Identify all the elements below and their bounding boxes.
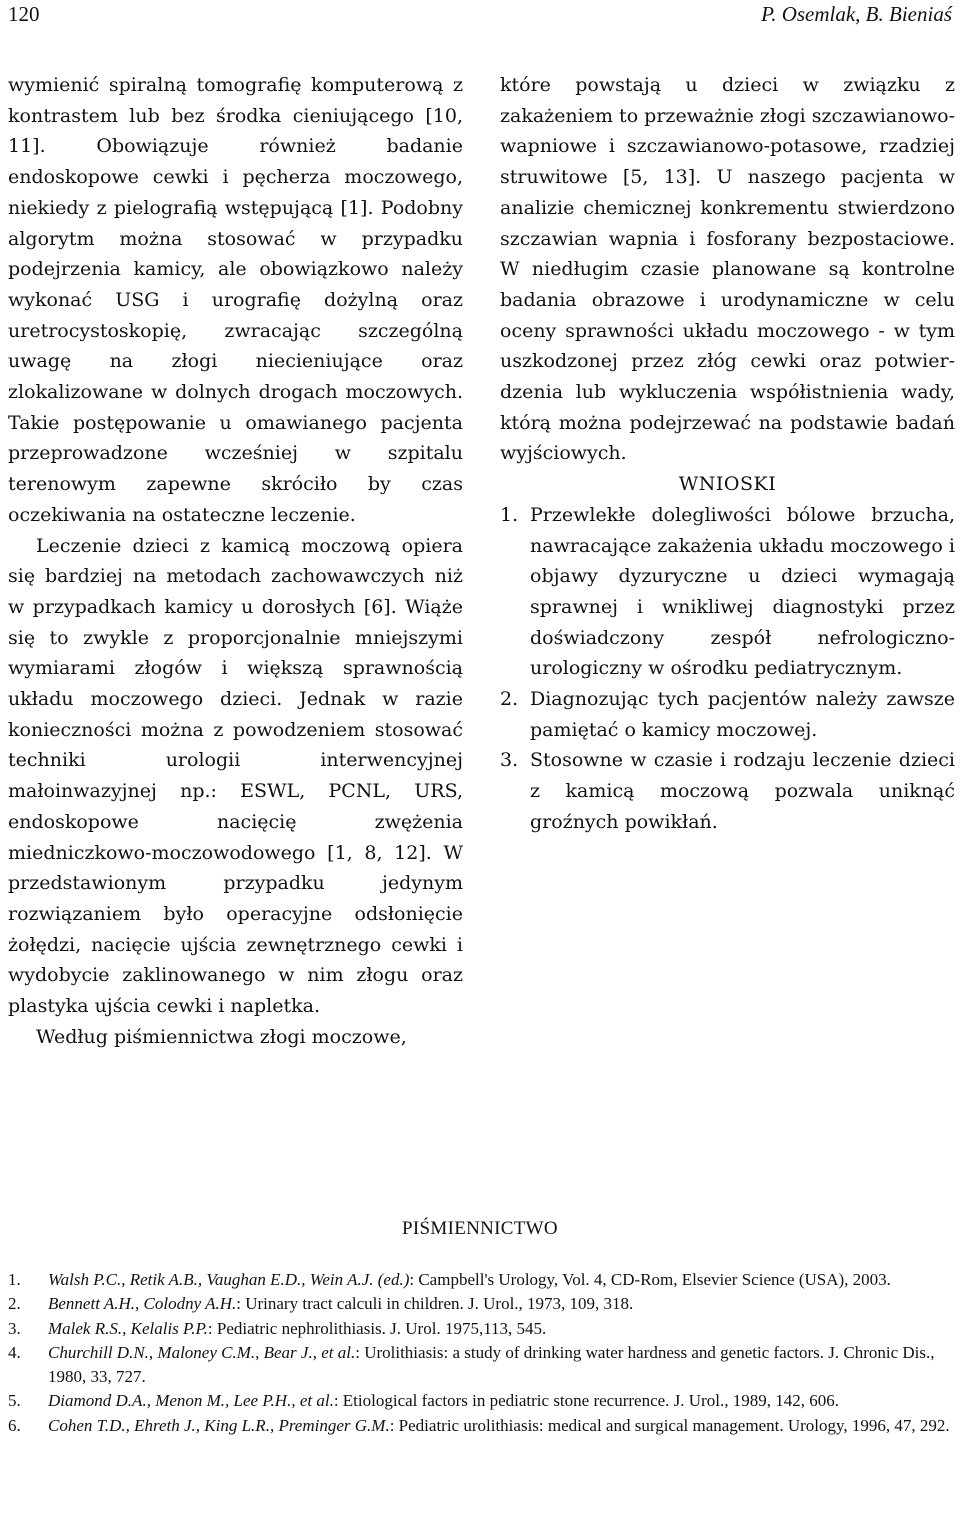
reference-details: : Pediatric urolithiasis: medical and surgical management. Urology, 1996, 47, 292.	[389, 1415, 950, 1435]
reference-text	[48, 1268, 956, 1292]
references-list	[8, 1268, 956, 1438]
reference-authors: Cohen T.D., Ehreth J., King L.R., Preminger G.M.	[48, 1415, 390, 1435]
conclusion-number: 3.	[500, 749, 519, 772]
reference-details: : Pediatric nephrolithiasis. J. Urol. 1975,113, 545.	[207, 1318, 547, 1338]
reference-authors: Bennett A.H., Colodny A.H.	[48, 1294, 237, 1314]
conclusion-number: 2.	[500, 688, 519, 711]
reference-item	[8, 1317, 956, 1341]
conclusion-item	[500, 684, 955, 745]
reference-text	[48, 1341, 956, 1390]
reference-text	[48, 1292, 956, 1316]
references-heading: PIŚMIENNICTWO	[402, 1218, 558, 1239]
reference-text	[48, 1389, 956, 1413]
reference-details: : Etiological factors in pediatric stone recurrence. J. Urol., 1989, 142, 606.	[333, 1391, 839, 1411]
page-header	[0, 0, 960, 40]
conclusion-item	[500, 745, 955, 837]
reference-authors: Walsh P.C., Retik A.B., Vaughan E.D., Wein A.J. (ed.)	[48, 1270, 410, 1289]
conclusions-list	[500, 500, 955, 838]
reference-text	[48, 1414, 956, 1438]
reference-number: 6.	[8, 1415, 21, 1435]
reference-details: : Urinary tract calculi in children. J. Urol., 1973, 109, 318.	[236, 1294, 634, 1314]
page-number: 120	[8, 2, 40, 26]
reference-authors: Diamond D.A., Menon M., Lee P.H., et al.	[48, 1391, 334, 1411]
conclusion-number: 1.	[500, 503, 519, 526]
reference-number: 3.	[8, 1318, 21, 1338]
reference-number: 5.	[8, 1391, 21, 1411]
reference-number: 4.	[8, 1342, 21, 1362]
conclusions-heading: WNIOSKI	[678, 473, 777, 496]
reference-item	[8, 1268, 956, 1292]
reference-item	[8, 1341, 956, 1390]
conclusion-item	[500, 500, 955, 684]
conclusion-text: Przewlekłe dolegliwości bólowe brzucha, nawracające zakażenia układu moczowego i objawy dyzuryczne u dzieci wymagają sprawnej i wnikliwej diagnostyki przez doświadczony zespół nefrologiczno-urologiczny w ośrodku pediatrycznym.	[530, 503, 955, 680]
reference-text	[48, 1317, 956, 1341]
left-paragraph-1: wymienić spiralną tomografię komputerową z kontrastem lub bez środka cieniującego [10, 11]. Obowiązuje również badanie endoskopowe cewki i pęcherza moczowego, niekiedy z pielografią wstępującą [1]. Podobny algorytm można stosować w przypadku podejrzenia kamicy, ale obowiązkowo należy wykonać USG i urografię dożylną oraz uretrocystoskopię, zwracając szczególną uwagę na złogi niecieniujące oraz zlokalizowane w dolnych drogach moczowych. Takie postępowanie u omawianego pacjenta przeprowadzone wcześniej w szpitalu terenowym zapewne skróciło by czas oczekiwania na ostateczne leczenie.	[8, 74, 463, 526]
conclusion-text: Stosowne w czasie i rodzaju leczenie dzieci z kamicą moczową pozwala uniknąć groźnych powikłań.	[530, 749, 955, 833]
reference-details: : Urolithiasis: a study of drinking water hardness and genetic factors. J. Chronic Dis., 1980, 33, 727.	[48, 1342, 935, 1387]
reference-details: : Campbell's Urology, Vol. 4, CD-Rom, Elsevier Science (USA), 2003.	[409, 1270, 891, 1289]
reference-number: 1.	[8, 1270, 21, 1289]
running-head: P. Osemlak, B. Bieniaś	[761, 2, 952, 26]
right-paragraph-1: które powstają u dzieci w związku z zakażeniem to przeważnie złogi szczawianowo-wapniowe i szczawianowo-potasowe, rzadziej struwitowe [5, 13]. U naszego pacjenta w analizie chemicznej konkrementu stwierdzono szczawian wapnia i fosforany bezpostaciowe. W niedługim czasie planowane są kontrolne badania obrazowe i urodynamiczne w celu oceny sprawności układu moczowego - w tym uszkodzonej przez złóg cewki oraz potwierdzenia lub wykluczenia współistnienia wady, którą można podejrzewać na podstawie badań wyjściowych.	[500, 74, 955, 465]
left-paragraph-3: Według piśmiennictwa złogi moczowe,	[36, 1025, 407, 1048]
reference-item	[8, 1414, 956, 1438]
left-column	[8, 70, 463, 1053]
reference-number: 2.	[8, 1294, 21, 1314]
reference-item	[8, 1389, 956, 1413]
reference-item	[8, 1292, 956, 1316]
conclusion-text: Diagnozując tych pacjentów należy zawsze pamiętać o kamicy moczowej.	[530, 688, 955, 741]
reference-authors: Churchill D.N., Maloney C.M., Bear J., et al.	[48, 1342, 356, 1362]
reference-authors: Malek R.S., Kelalis P.P.	[48, 1318, 208, 1338]
right-column	[500, 70, 955, 838]
left-paragraph-2: Leczenie dzieci z kamicą moczową opiera się bardziej na metodach zachowawczych niż w przypadkach kamicy u dorosłych [6]. Wiąże się to zwykle z proporcjonalnie mniejszymi wymiarami złogów i większą sprawnością układu moczowego dzieci. Jednak w razie konieczności można z powodzeniem stosować techniki urologii interwencyjnej małoinwazyjnej np.: ESWL, PCNL, URS, endoskopowe nacięcię zwężenia miedniczkowo-moczowodowego [1, 8, 12]. W przedstawionym przypadku jedynym rozwiązaniem było operacyjne odsłonięcie żołędzi, nacięcie ujścia zewnętrznego cewki i wydobycie zaklinowanego w nim złogu oraz plastyka ujścia cewki i napletka.	[8, 534, 463, 1018]
